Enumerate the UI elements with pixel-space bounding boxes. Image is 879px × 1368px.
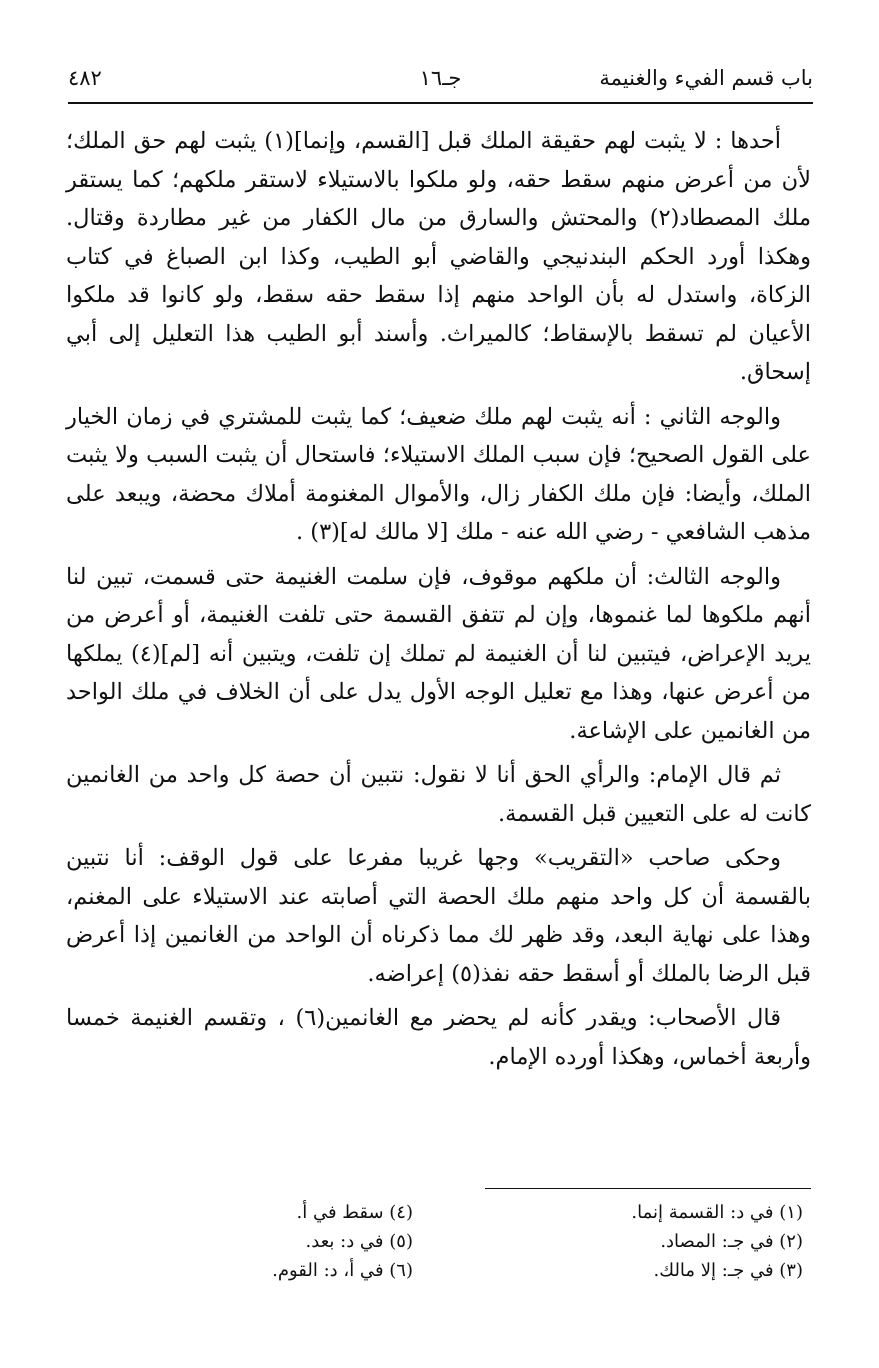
paragraph: وحكى صاحب «التقريب» وجها غريبا مفرعا على قول الوقف: أنا نتبين بالقسمة أن كل واحد منهم ملك الحصة التي أصابته عند الاستيلاء على المغنم، وهذا على نهاية البعد، وقد ظهر لك مما ذكرناه أن الواحد من الغانمين إذا أعرض قبل الرضا بالملك أو أسقط حقه نفذ(٥) إعراضه. <box>66 845 811 987</box>
paragraph: أحدها : لا يثبت لهم حقيقة الملك قبل [القسم، وإنما](١) يثبت لهم حق الملك؛ لأن من أعرض منهم سقط حقه، ولو ملكوا بالاستيلاء لاستقر ملكهم؛ كما يستقر ملك المصطاد(٢) والمحتش والسارق من مال الكفار من غير مطاردة وقتال. وهكذا أورد الحكم البندنيجي والقاضي أبو الطيب، وكذا ابن الصباغ في كتاب الزكاة، واستدل له بأن الواحد منهم إذا سقط حقه سقط، ولو كانوا قد ملكوا الأعيان لم تسقط بالإسقاط؛ كالميراث. وأسند أبو الطيب هذا التعليل إلى أبي إسحاق. <box>66 128 811 385</box>
main-text <box>66 122 811 1082</box>
paragraph: والوجه الثالث: أن ملكهم موقوف، فإن سلمت الغنيمة حتى قسمت، تبين لنا أنهم ملكوها لما غنموها، وإن لم تتفق القسمة حتى تلفت الغنيمة، أو أعرض من يريد الإعراض، فيتبين لنا أن الغنيمة لم تملك إن تلفت، ويتبين أنه [لم](٤) يملكها من أعرض عنها، وهذا مع تعليل الوجه الأول يدل على أن الخلاف في ملك الواحد من الغانمين على الإشاعة. <box>66 563 811 744</box>
footnotes-column-right <box>473 1198 803 1285</box>
header-rule <box>68 102 813 104</box>
footnotes-column-left <box>83 1198 413 1285</box>
footnote: (٣) في جـ: إلا مالك. <box>653 1260 803 1281</box>
chapter-title: باب قسم الفيء والغنيمة <box>599 66 813 90</box>
running-header <box>68 62 813 98</box>
paragraph: ثم قال الإمام: والرأي الحق أنا لا نقول: نتبين أن حصة كل واحد من الغانمين كانت له على التعيين قبل القسمة. <box>66 762 811 827</box>
volume-number: جـ١٦ <box>419 66 462 90</box>
footnote: (٦) في أ، د: القوم. <box>272 1260 413 1281</box>
footnote-separator <box>485 1188 811 1189</box>
footnote: (١) في د: القسمة إنما. <box>631 1202 803 1223</box>
footnote: (٥) في د: بعد. <box>305 1231 413 1252</box>
footnote: (٤) سقط في أ. <box>296 1202 413 1223</box>
paragraph: قال الأصحاب: ويقدر كأنه لم يحضر مع الغانمين(٦) ، وتقسم الغنيمة خمسا وأربعة أخماس، وهكذا أورده الإمام. <box>66 1005 811 1070</box>
page-number: ٤٨٢ <box>68 66 102 90</box>
footnote: (٢) في جـ: المصاد. <box>660 1231 803 1252</box>
paragraph: والوجه الثاني : أنه يثبت لهم ملك ضعيف؛ كما يثبت للمشتري في زمان الخيار على القول الصحيح؛ فإن سبب الملك الاستيلاء؛ فاستحال أن يثبت السبب ولا يثبت الملك، وأيضا: فإن ملك الكفار زال، والأموال المغنومة أملاك محضة، ويبعد على مذهب الشافعي - رضي الله عنه - ملك [لا مالك له](٣) . <box>66 403 811 545</box>
